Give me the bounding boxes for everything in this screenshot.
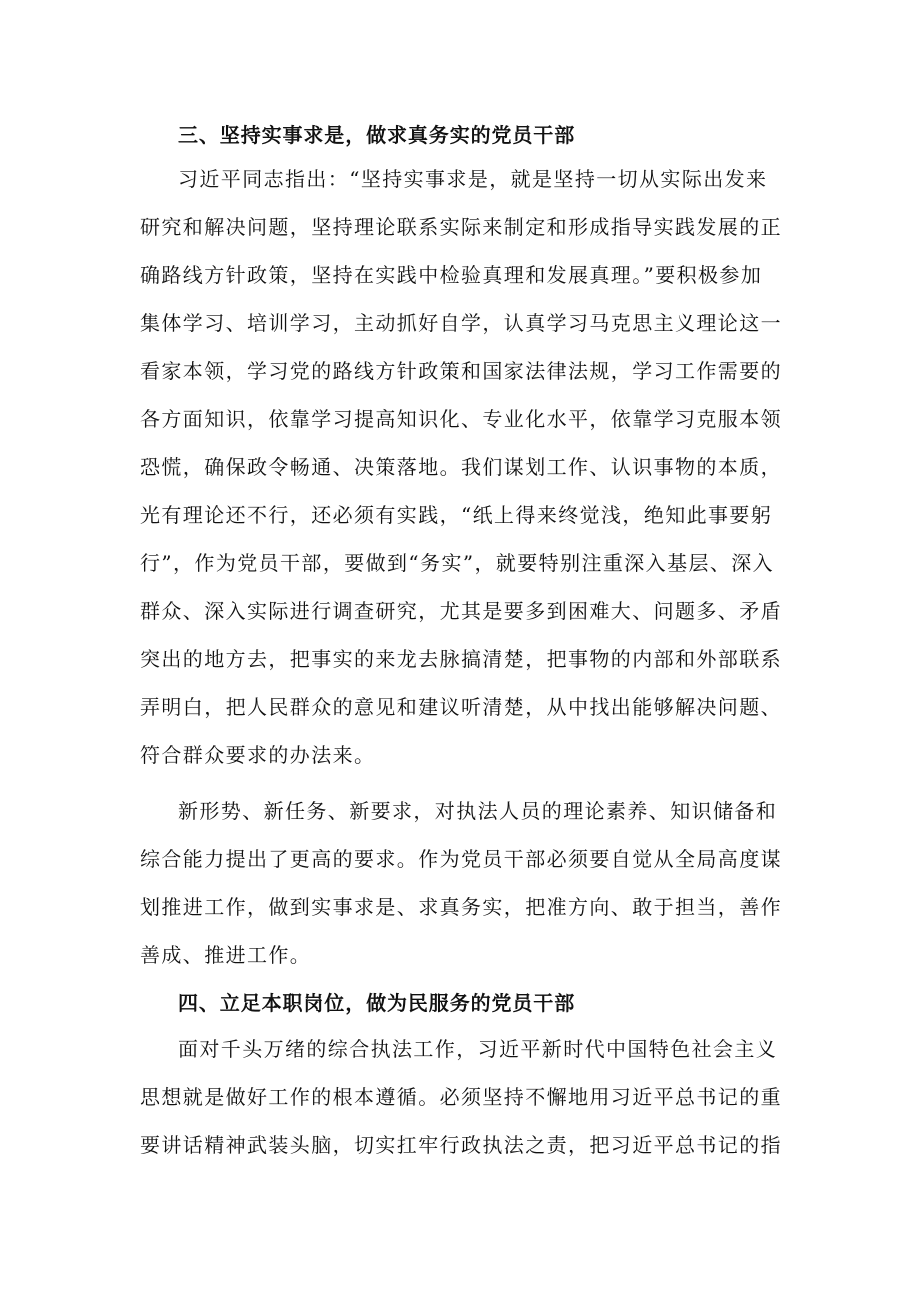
paragraph-line: 新形势、新任务、新要求，对执法人员的理论素养、知识储备和 [178, 799, 778, 823]
paragraph-line: 看家本领，学习党的路线方针政策和国家法律法规，学习工作需要的 [140, 359, 782, 383]
paragraph-line: 确路线方针政策，坚持在实践中检验真理和发展真理。”要积极参加 [140, 263, 763, 287]
paragraph-line: 善成、推进工作。 [140, 943, 312, 967]
paragraph-line: 要讲话精神武装头脑，切实扛牢行政执法之责，把习近平总书记的指 [140, 1133, 782, 1157]
paragraph-line: 群众、深入实际进行调查研究，尤其是要多到困难大、问题多、矛盾 [140, 599, 782, 623]
paragraph-line: 面对千头万绪的综合执法工作，习近平新时代中国特色社会主义 [178, 1037, 778, 1061]
paragraph-line: 光有理论还不行，还必须有实践，“纸上得来终觉浅，绝知此事要躬 [140, 503, 773, 527]
paragraph-line: 研究和解决问题，坚持理论联系实际来制定和形成指导实践发展的正 [140, 215, 782, 239]
paragraph-line: 习近平同志指出：“坚持实事求是，就是坚持一切从实际出发来 [178, 167, 768, 191]
section-heading-4: 四、立足本职岗位，做为民服务的党员干部 [178, 991, 576, 1015]
paragraph-2 [140, 787, 785, 979]
paragraph-line: 各方面知识，依靠学习提高知识化、专业化水平，依靠学习克服本领 [140, 407, 782, 431]
paragraph-line: 综合能力提出了更高的要求。作为党员干部必须要自觉从全局高度谋 [140, 847, 782, 871]
paragraph-line: 集体学习、培训学习，主动抓好自学，认真学习马克思主义理论这一 [140, 311, 782, 335]
paragraph-line: 突出的地方去，把事实的来龙去脉搞清楚，把事物的内部和外部联系 [140, 647, 782, 671]
section-heading-3: 三、坚持实事求是，做求真务实的党员干部 [178, 123, 576, 147]
paragraph-line: 思想就是做好工作的根本遵循。必须坚持不懈地用习近平总书记的重 [140, 1085, 782, 1109]
paragraph-3 [140, 1025, 785, 1169]
paragraph-line: 恐慌，确保政令畅通、决策落地。我们谋划工作、认识事物的本质， [140, 455, 782, 479]
paragraph-line: 弄明白，把人民群众的意见和建议听清楚，从中找出能够解决问题、 [140, 695, 782, 719]
paragraph-line: 划推进工作，做到实事求是、求真务实，把准方向、敢于担当，善作 [140, 895, 782, 919]
paragraph-line: 行”，作为党员干部，要做到“务实”，就要特别注重深入基层、深入 [140, 551, 775, 575]
paragraph-1 [140, 155, 785, 779]
paragraph-line: 符合群众要求的办法来。 [140, 743, 376, 767]
